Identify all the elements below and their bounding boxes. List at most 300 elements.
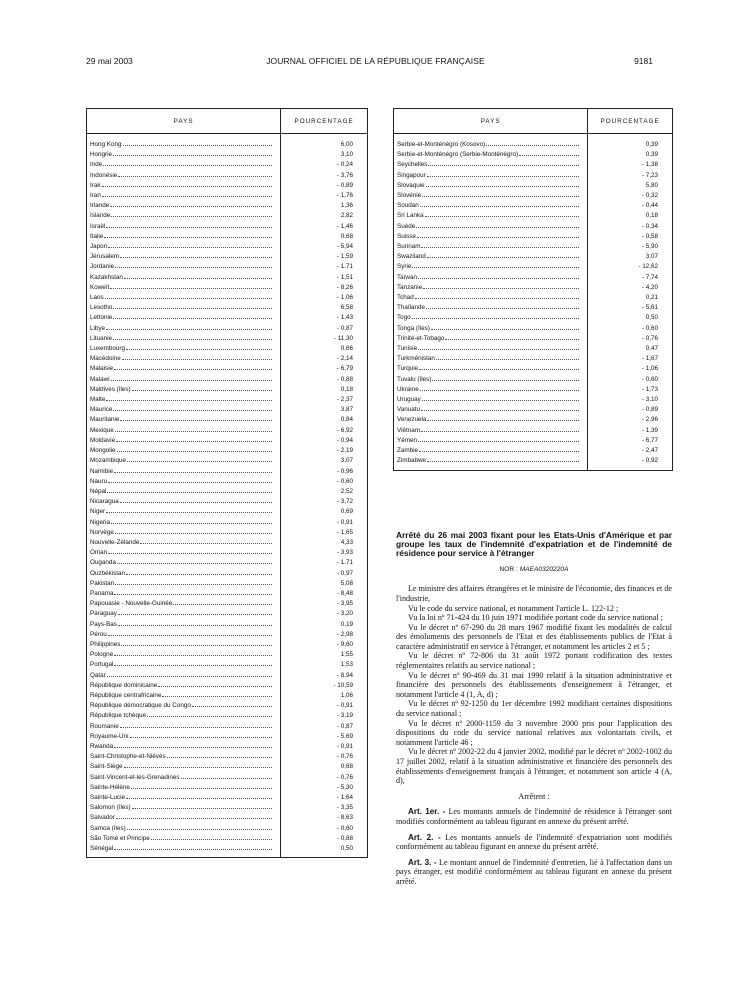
table-row (87, 313, 368, 323)
percentage-value: - 0,44 (588, 201, 673, 211)
table-row (87, 579, 368, 589)
column-header-pourcentage: POURCENTAGE (281, 109, 368, 134)
percentage-value: - 8,94 (281, 671, 368, 681)
article-label: Art. 3. - (408, 857, 437, 867)
country-name: Hong Kong (90, 141, 122, 148)
visa-paragraph: Vu la loi nº 71-424 du 10 juin 1971 modifiée portant code du service national ; (408, 613, 663, 623)
article-text: Les montants annuels de l'indemnité d'expatriation sont modifiés conformément au tableau figurant en annexe du présent arrêté. (396, 832, 672, 852)
country-name: Italie (90, 232, 104, 240)
percentage-value: - 1,38 (588, 160, 673, 170)
country-name: Saint-Siège (90, 763, 123, 771)
country-name: Slovénie (397, 192, 422, 200)
table-row (87, 671, 368, 681)
country-name: São Tomé et Principe (90, 834, 150, 842)
article-text: Les montants annuels de l'indemnité de résidence à l'étranger sont modifiés conformément au tableau figurant en annexe du présent arrêté. (396, 807, 672, 826)
nor-code: MAEA0320220A (519, 565, 569, 573)
country-name: Macédoine (90, 355, 121, 363)
percentage-value: 0,68 (281, 762, 368, 772)
percentage-value: - 1,65 (281, 528, 368, 538)
country-name: Jordanie (90, 263, 115, 271)
percentage-value: 1,53 (281, 660, 368, 670)
country-name: Ouzbékistan (90, 569, 126, 577)
table-row (394, 160, 673, 170)
percentage-value: - 3,19 (281, 711, 368, 721)
visa-paragraph: Vu le décret nº 2000-1159 du 3 novembre 2000 pris pour l'application des dispositions du code du service national relatives aux volontariats civils, et notamment l'article 46 ; (396, 718, 672, 747)
article-2 (396, 833, 672, 852)
percentage-value: - 0,88 (281, 375, 368, 385)
country-name: Viêtnam (397, 426, 420, 434)
country-name: Pays-Bas (90, 620, 117, 628)
visa-paragraph: Vu le code du service national, et notamment l'article L. 122-12 ; (408, 603, 619, 613)
table-row (394, 405, 673, 415)
visa-paragraph: Vu le décret nº 72-806 du 31 août 1972 portant codification des textes réglementaires relatifs au service national ; (396, 651, 672, 671)
country-name: Serbie-et-Monténégro (Kosovo) (397, 141, 486, 148)
country-name: Royaume-Uni (90, 732, 129, 740)
table-row (87, 752, 368, 762)
country-name: Malawi (90, 375, 110, 383)
percentage-value: - 6,77 (588, 436, 673, 446)
percentage-value: - 6,92 (281, 426, 368, 436)
country-name: Vanuatu (397, 406, 420, 414)
country-name: Norvège (90, 528, 114, 536)
percentage-value: - 0,24 (281, 160, 368, 170)
percentage-value: - 1,39 (588, 426, 673, 436)
table-row (394, 303, 673, 313)
percentage-value: 0,50 (588, 313, 673, 323)
table-row (87, 222, 368, 232)
country-name: Singapour (397, 171, 426, 179)
percentage-value: - 10,59 (281, 681, 368, 691)
country-name: Laos (90, 294, 104, 302)
country-name: Qatar (90, 671, 106, 679)
percentage-value: 1,06 (281, 691, 368, 701)
table-row (87, 262, 368, 272)
table-row (87, 436, 368, 446)
table-row (394, 262, 673, 272)
country-name: Surinam (397, 243, 421, 251)
percentage-value: - 2,37 (281, 395, 368, 405)
country-name: Turkménistan (397, 355, 435, 363)
percentage-value: - 1,71 (281, 558, 368, 568)
percentage-value: - 3,20 (281, 609, 368, 619)
country-name: Zambie (397, 447, 418, 455)
percentage-value: - 7,23 (588, 171, 673, 181)
visa-paragraph: Vu le décret nº 67-290 du 28 mars 1967 modifié fixant les modalités de calcul des émoluments des personnels de l'Etat et des établissements publics de l'Etat à caractère administratif en service à l'étranger, et notamment les articles 2 et 5 ; (396, 622, 672, 651)
table-row (87, 487, 368, 497)
country-name: Sénégal (90, 845, 114, 853)
table-row (87, 538, 368, 548)
table-row (87, 762, 368, 772)
country-name: Seychelles (397, 161, 428, 169)
percentage-value: - 0,60 (588, 375, 673, 385)
table-row (87, 722, 368, 732)
country-name: Nauru (90, 477, 108, 485)
percentage-value: - 1,73 (588, 385, 673, 395)
percentage-value: 6,00 (281, 134, 368, 151)
percentage-value: - 0,60 (281, 824, 368, 834)
country-name: Serbie-et-Monténégro (Serbie-Monténégro) (397, 151, 519, 159)
percentage-value: - 9,60 (281, 640, 368, 650)
percentage-value: - 3,93 (281, 548, 368, 558)
percentage-value: - 3,35 (281, 803, 368, 813)
country-name: Salvador (90, 814, 115, 822)
country-name: République centrafricaine (90, 691, 162, 699)
country-name: Taïwan (397, 273, 417, 281)
table-row (87, 324, 368, 334)
table-row (87, 773, 368, 783)
table-row (87, 160, 368, 170)
percentage-value: - 5,94 (281, 242, 368, 252)
table-row (394, 201, 673, 211)
percentage-value: - 0,76 (588, 334, 673, 344)
country-name: Malaisie (90, 365, 114, 373)
percentage-value: 3,10 (281, 150, 368, 160)
percentage-value: - 1,67 (588, 354, 673, 364)
country-name: Papouasie - Nouvelle-Guinée (90, 600, 173, 608)
percentage-value: - 1,43 (281, 313, 368, 323)
rates-table-right (393, 108, 673, 471)
table-row (87, 528, 368, 538)
percentage-value: 3,07 (588, 252, 673, 262)
percentage-value: 0,47 (588, 344, 673, 354)
percentage-value: 1,55 (281, 650, 368, 660)
country-name: Jérusalem (90, 253, 120, 261)
percentage-value: - 3,72 (281, 497, 368, 507)
arrete-section (396, 531, 672, 887)
table-row (394, 134, 673, 151)
percentage-value: - 8,63 (281, 813, 368, 823)
table-row (394, 334, 673, 344)
country-name: Roumanie (90, 722, 119, 730)
country-name: Niger (90, 508, 106, 516)
percentage-value: - 0,58 (588, 232, 673, 242)
percentage-value: - 3,10 (588, 395, 673, 405)
table-row (87, 334, 368, 344)
table-row (87, 824, 368, 834)
country-name: Luxembourg (90, 345, 126, 353)
country-name: Syrie (397, 263, 412, 271)
country-name: Togo (397, 314, 411, 322)
percentage-value: - 3,76 (281, 171, 368, 181)
table-row (394, 293, 673, 303)
country-name: Mexique (90, 426, 114, 434)
percentage-value: 0,39 (588, 150, 673, 160)
table-row (87, 293, 368, 303)
percentage-value: 2,52 (281, 487, 368, 497)
table-row (87, 844, 368, 858)
table-row (394, 232, 673, 242)
percentage-value: 5,08 (281, 579, 368, 589)
country-name: Maurice (90, 406, 113, 414)
arrete-title: Arrêté du 26 mai 2003 fixant pour les Etats-Unis d'Amérique et par groupe les taux de l'indemnité d'expatriation et de l'indemnité de résidence pour service à l'étranger (396, 530, 672, 559)
table-row (87, 395, 368, 405)
table-row (87, 518, 368, 528)
country-name: Thaïlande (397, 304, 426, 312)
country-name: Tunisie (397, 345, 418, 353)
percentage-value: - 3,95 (281, 599, 368, 609)
percentage-value: - 0,76 (281, 752, 368, 762)
country-name: République dominicaine (90, 681, 158, 689)
table-row (87, 650, 368, 660)
table-row (394, 324, 673, 334)
percentage-value: - 1,51 (281, 273, 368, 283)
percentage-value: - 0,96 (281, 467, 368, 477)
table-row (87, 732, 368, 742)
country-name: Mozambique (90, 457, 127, 465)
article-3 (396, 858, 672, 887)
table-row (87, 211, 368, 221)
country-name: Tanzanie (397, 283, 423, 291)
country-name: Panama (90, 589, 114, 597)
percentage-value: 0,39 (588, 134, 673, 151)
percentage-value: - 0,76 (281, 773, 368, 783)
percentage-value: - 2,19 (281, 446, 368, 456)
table-row (87, 609, 368, 619)
table-row (394, 313, 673, 323)
country-name: République démocratique du Congo (90, 702, 191, 710)
country-name: Tchad (397, 294, 414, 302)
percentage-value: - 0,94 (281, 436, 368, 446)
percentage-value: 0,68 (281, 232, 368, 242)
country-name: Lesotho (90, 304, 113, 312)
preamble-paragraph: Le ministre des affaires étrangères et le ministre de l'économie, des finances et de l'industrie, (396, 584, 672, 603)
percentage-value: - 0,87 (281, 324, 368, 334)
percentage-value: - 11,30 (281, 334, 368, 344)
country-name: Indonésie (90, 171, 118, 179)
percentage-value: 0,69 (281, 507, 368, 517)
article-label: Art. 1er. - (408, 807, 446, 817)
nor-label: NOR : (499, 565, 520, 573)
percentage-value: 0,84 (281, 415, 368, 425)
percentage-value: - 0,89 (281, 181, 368, 191)
country-name: Swaziland (397, 253, 426, 261)
table-row (87, 242, 368, 252)
table-row (87, 344, 368, 354)
table-row (87, 691, 368, 701)
table-row (394, 415, 673, 425)
percentage-value: 0,66 (281, 344, 368, 354)
table-row (87, 497, 368, 507)
arretent-heading: Arrêtent : (518, 791, 550, 801)
table-row (394, 385, 673, 395)
country-name: Ouganda (90, 559, 116, 567)
country-name: Suisse (397, 232, 416, 240)
table-row (87, 640, 368, 650)
page-number: 9181 (634, 56, 653, 66)
percentage-value: - 4,20 (588, 283, 673, 293)
table-row (87, 681, 368, 691)
percentage-value: - 2,47 (588, 446, 673, 456)
country-name: Philippines (90, 640, 121, 648)
percentage-value: 1,36 (281, 201, 368, 211)
percentage-value: 4,33 (281, 538, 368, 548)
percentage-value: 5,80 (588, 181, 673, 191)
country-name: Pérou (90, 630, 107, 638)
percentage-value: - 0,92 (588, 456, 673, 470)
country-name: Trinité-et-Tobago (397, 334, 445, 342)
percentage-value: - 5,30 (281, 783, 368, 793)
percentage-value: - 5,90 (588, 242, 673, 252)
table-row (394, 191, 673, 201)
percentage-value: - 2,96 (588, 415, 673, 425)
percentage-value: - 0,32 (588, 191, 673, 201)
table-row (87, 467, 368, 477)
table-row (87, 813, 368, 823)
percentage-value: - 7,74 (588, 273, 673, 283)
percentage-value: 0,50 (281, 844, 368, 858)
journal-title: JOURNAL OFFICIEL DE LA RÉPUBLIQUE FRANÇAISE (266, 56, 485, 66)
country-name: Kazakhstan (90, 273, 123, 281)
country-name: Suède (397, 222, 416, 230)
country-name: Iran (90, 192, 101, 200)
percentage-value: - 1,64 (281, 793, 368, 803)
percentage-value: - 0,97 (281, 569, 368, 579)
table-row (87, 283, 368, 293)
table-row (87, 354, 368, 364)
percentage-value: - 2,14 (281, 354, 368, 364)
country-name: Malte (90, 396, 106, 404)
table-row (394, 242, 673, 252)
percentage-value: - 0,87 (281, 722, 368, 732)
percentage-value: 6,58 (281, 303, 368, 313)
country-name: Sainte-Lucie (90, 794, 126, 801)
country-name: Sri Lanka (397, 212, 424, 220)
table-row (87, 252, 368, 262)
percentage-value: - 1,76 (281, 191, 368, 201)
percentage-value: - 1,59 (281, 252, 368, 262)
percentage-value: - 12,62 (588, 262, 673, 272)
table-row (87, 548, 368, 558)
percentage-value: - 1,71 (281, 262, 368, 272)
country-name: Yémen (397, 436, 417, 444)
country-name: Nigeria (90, 518, 110, 526)
country-name: Turquie (397, 365, 419, 373)
table-row (87, 273, 368, 283)
percentage-value: - 5,69 (281, 732, 368, 742)
country-name: Tuvalu (îles) (397, 375, 432, 383)
article-label: Art. 2. - (408, 832, 441, 842)
column-header-pays: PAYS (394, 109, 588, 134)
table-row (394, 273, 673, 283)
percentage-value: - 0,91 (281, 701, 368, 711)
table-row (87, 191, 368, 201)
article-1 (396, 807, 672, 826)
table-row (394, 181, 673, 191)
table-row (87, 569, 368, 579)
table-row (394, 375, 673, 385)
table-row (394, 364, 673, 374)
table-row (87, 232, 368, 242)
country-name: Koweït (90, 283, 110, 291)
table-row (394, 283, 673, 293)
country-name: Japon (90, 243, 108, 251)
table-row (87, 834, 368, 844)
country-name: Saint-Christophe-et-Niévès (90, 753, 166, 761)
table-row (87, 303, 368, 313)
percentage-value: - 0,88 (281, 834, 368, 844)
country-name: Nicaragua (90, 498, 119, 506)
country-name: Sainte-Hélène (90, 783, 130, 791)
percentage-value: 0,19 (281, 620, 368, 630)
percentage-value: - 0,91 (281, 742, 368, 752)
table-row (87, 426, 368, 436)
country-name: Ukraine (397, 385, 419, 393)
table-row (87, 150, 368, 160)
percentage-value: - 8,26 (281, 283, 368, 293)
table-row (87, 415, 368, 425)
country-name: Lituanie (90, 334, 113, 342)
country-name: Paraguay (90, 610, 117, 618)
country-name: Venezuela (397, 416, 427, 424)
percentage-value: 3,87 (281, 405, 368, 415)
visa-paragraph: Vu le décret nº 90-469 du 31 mai 1990 relatif à la situation administrative et financière des personnels des établissements d'enseignement à l'étranger, et notamment l'article 4 (1, A, d) ; (396, 670, 672, 699)
article-text: Le montant annuel de l'indemnité d'entretien, lié à l'affectation dans un pays étranger, est modifié conformément au tableau figurant en annexe du présent arrêté. (396, 857, 672, 886)
table-row (87, 793, 368, 803)
percentage-value: 0,18 (588, 211, 673, 221)
country-name: Oman (90, 549, 108, 557)
rates-table-left (86, 108, 368, 858)
country-name: Soudan (397, 202, 419, 210)
percentage-value: - 2,98 (281, 630, 368, 640)
table-row (394, 395, 673, 405)
table-row (394, 211, 673, 221)
country-name: Slovaquie (397, 181, 425, 189)
table-row (87, 660, 368, 670)
table-row (394, 426, 673, 436)
table-row (87, 364, 368, 374)
country-name: Islande (90, 212, 111, 220)
country-name: Népal (90, 487, 107, 495)
percentage-value: - 0,34 (588, 222, 673, 232)
table-row (87, 456, 368, 466)
country-name: Mongolie (90, 447, 116, 455)
country-name: Pologne (90, 651, 114, 659)
percentage-value: - 6,79 (281, 364, 368, 374)
table-row (394, 456, 673, 470)
percentage-value: - 8,48 (281, 589, 368, 599)
column-header-pays: PAYS (87, 109, 281, 134)
table-row (87, 171, 368, 181)
table-row (87, 589, 368, 599)
table-row (87, 803, 368, 813)
country-name: Pakistan (90, 579, 115, 587)
country-name: Zimbabwe (397, 457, 427, 465)
country-name: Moldavie (90, 436, 116, 444)
table-row (394, 344, 673, 354)
country-name: Saint-Vincent-et-les-Grenadines (90, 773, 180, 781)
country-name: Libye (90, 324, 106, 332)
table-row (87, 630, 368, 640)
percentage-value: 3,07 (281, 456, 368, 466)
table-row (87, 446, 368, 456)
percentage-value: - 5,61 (588, 303, 673, 313)
country-name: Salomon (îles) (90, 804, 131, 812)
percentage-value: - 1,06 (281, 293, 368, 303)
table-row (394, 222, 673, 232)
country-name: Mauritanie (90, 416, 120, 424)
country-name: Portugal (90, 661, 114, 669)
visa-paragraph: Vu le décret nº 2002-22 du 4 janvier 2002, modifié par le décret nº 2002-1002 du 17 juillet 2002, relatif à la situation administrative et financière des personnels des établissements d'enseignement français à l'étranger, et notamment son article 4 (A, d), (396, 747, 672, 786)
country-name: Namibie (90, 467, 114, 475)
country-name: Irlande (90, 202, 110, 210)
table-row (394, 354, 673, 364)
percentage-value: - 0,89 (588, 405, 673, 415)
table-row (394, 436, 673, 446)
percentage-value: - 0,91 (281, 518, 368, 528)
table-row (87, 477, 368, 487)
table-row (87, 620, 368, 630)
table-row (87, 375, 368, 385)
